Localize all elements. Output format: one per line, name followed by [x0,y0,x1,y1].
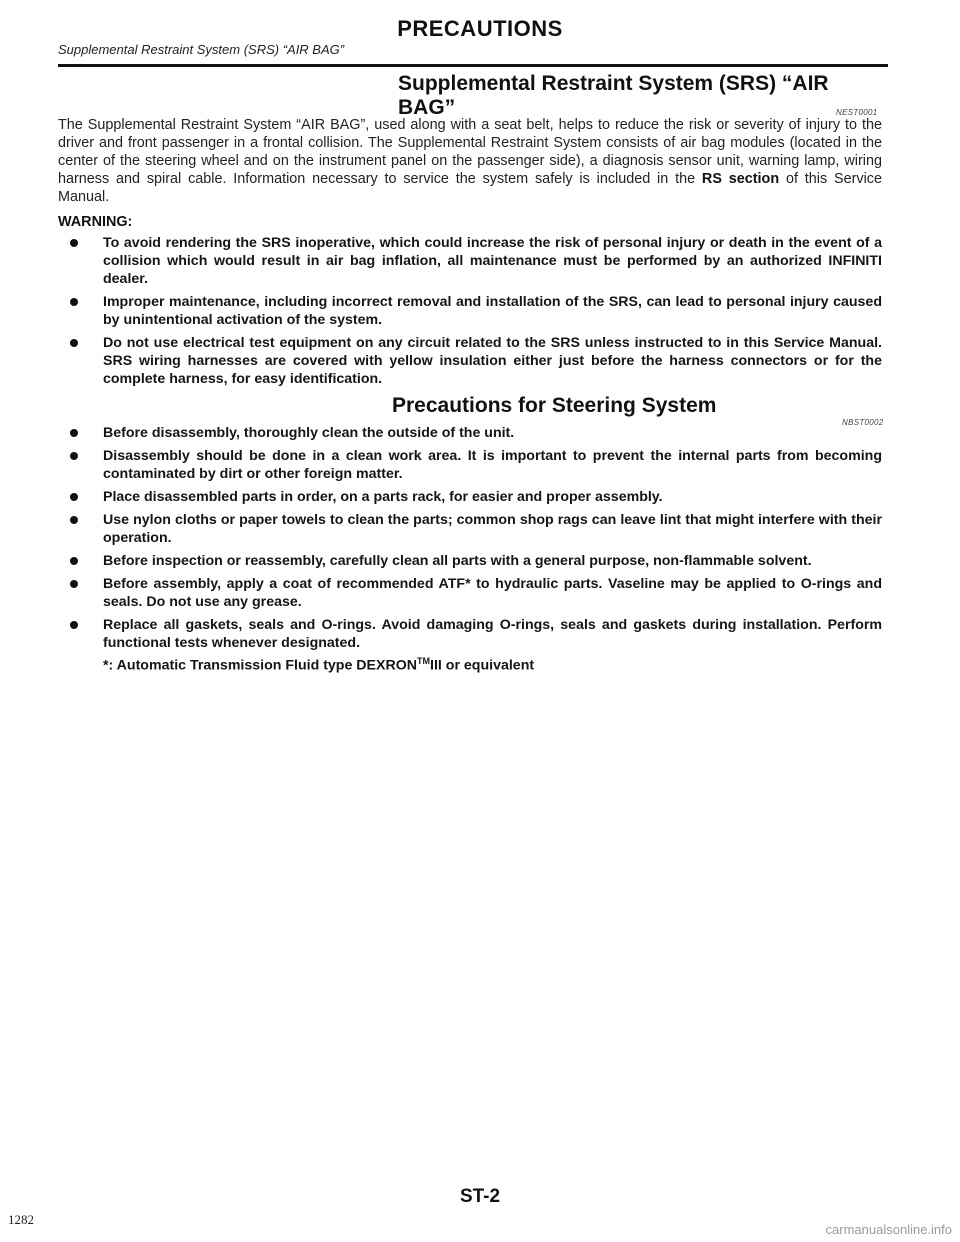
watermark: carmanualsonline.info [825,1222,952,1237]
list-item [58,511,882,547]
list-item [58,575,882,611]
page-title: PRECAUTIONS [397,16,563,41]
rs-section-ref: RS section [701,171,780,187]
bullet-icon [70,298,78,306]
bullet-icon [70,516,78,524]
item-text: Before inspection or reassembly, carefully clean all parts with a general purpose, non-flammable solvent. [103,553,812,569]
warning-list [58,234,882,393]
steering-code: NBST0002 [842,418,884,427]
list-item [58,424,882,442]
bullet-icon [70,452,78,460]
item-text: Before disassembly, thoroughly clean the outside of the unit. [103,425,515,441]
footnote-text-end: III or equivalent [430,657,535,674]
trademark-sup: TM [417,656,431,666]
srs-intro-text: The Supplemental Restraint System “AIR BAG”, used along with a seat belt, helps to reduce the risk or severity of injury to the driver and front passenger in a frontal collision. The Supplemental Restraint System consists of air bag modules (located in the center of the steering wheel and on the instrument panel on the passenger side), a diagnosis sensor unit, warning lamp, wiring harness and spiral cable. Information necessary to service the system safely is included in the [58,117,882,187]
srs-heading: Supplemental Restraint System (SRS) “AIR BAG” [398,72,829,119]
item-text: Use nylon cloths or paper towels to clean the parts; common shop rags can leave lint that might interfere with their operation. [103,512,882,546]
warning-text: Do not use electrical test equipment on any circuit related to the SRS unless instructed to in this Service Manual. SRS wiring harnesses are covered with yellow insulation either just before the harness connectors or for the complete harness, for easy identification. [103,335,882,387]
item-text: Place disassembled parts in order, on a parts rack, for easier and proper assembly. [103,489,663,505]
srs-intro-end: of this Service Manual. [58,171,882,205]
warning-label: WARNING: [58,214,133,230]
steering-heading: Precautions for Steering System [392,394,717,417]
bullet-icon [70,429,78,437]
bullet-icon [70,493,78,501]
list-item [58,616,882,675]
item-text: Replace all gaskets, seals and O-rings. Avoid damaging O-rings, seals and gaskets during installation. Perform functional tests whenever designated. [103,617,882,651]
bullet-icon [70,239,78,247]
footnote-text: *: Automatic Transmission Fluid type DEXRON [103,657,418,674]
srs-code: NEST0001 [836,108,878,117]
list-item [58,234,882,288]
item-text: Disassembly should be done in a clean work area. It is important to prevent the internal parts from becoming contaminated by dirt or other foreign matter. [103,448,882,482]
warning-text: Improper maintenance, including incorrect removal and installation of the SRS, can lead to personal injury caused by unintentional activation of the system. [103,294,882,328]
list-item [58,447,882,483]
atf-footnote [103,652,882,675]
bullet-icon [70,580,78,588]
item-text: Before assembly, apply a coat of recommended ATF* to hydraulic parts. Vaseline may be applied to O-rings and seals. Do not use any grease. [103,576,882,610]
list-item [58,488,882,506]
page-number: ST-2 [459,1186,501,1207]
bullet-icon [70,621,78,629]
bullet-icon [70,557,78,565]
list-item [58,293,882,329]
bullet-icon [70,339,78,347]
header-rule [58,64,888,67]
list-item [58,334,882,388]
warning-text: To avoid rendering the SRS inoperative, which could increase the risk of personal injury or death in the event of a collision which would result in air bag inflation, all maintenance must be performed by an authorized INFINITI dealer. [103,235,882,287]
srs-intro [58,116,882,206]
list-item [58,552,882,570]
margin-number: 1282 [8,1212,34,1227]
steering-list [58,424,882,680]
section-subtitle: Supplemental Restraint System (SRS) “AIR BAG” [58,42,345,57]
